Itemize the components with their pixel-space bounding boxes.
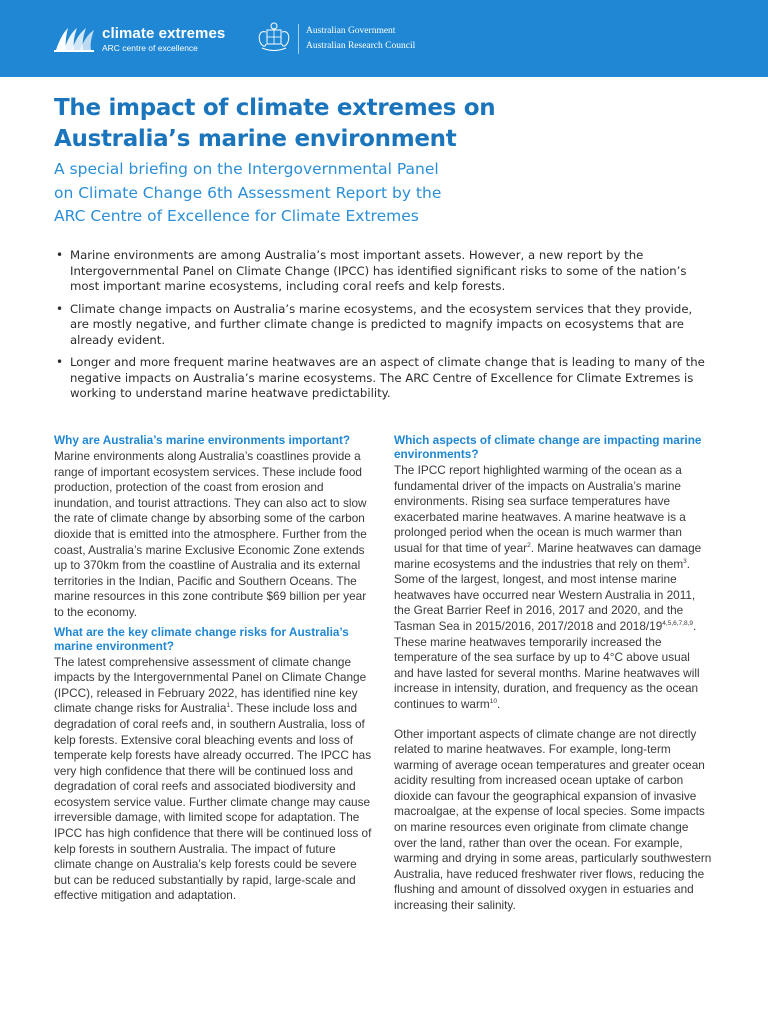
paragraph-text: . Marine heatwaves can damage marine ecosystems and the industries that rely on them xyxy=(394,540,702,571)
climate-extremes-logo[interactable] xyxy=(54,22,234,58)
paragraph-text: . These include loss and degradation of coral reefs and, in southern Australia, loss of kelp forests. Extensive coral bleaching events and loss of temperate kelp forests have already occurred. The IPCC has very high confidence that there will be continued loss and degradation of coral reefs and associated biodiversity and ecosystem service value. Further climate change may cause irreversible damage, with limited scope for adaptation. The IPCC has high confidence that there will be continued loss of kelp forests in southern Australia. The impact of future climate change on Australia’s kelp forests could be severe but can be reduced substantially by rapid, large-scale and effective mitigation and adaptation. xyxy=(54,701,372,903)
section-paragraph xyxy=(54,655,372,905)
coat-of-arms-icon xyxy=(254,20,294,56)
key-points-list xyxy=(54,248,714,409)
paragraph-text: . xyxy=(496,696,501,711)
footnote-ref[interactable]: 4,5,6,7,8,9 xyxy=(662,620,694,628)
right-column xyxy=(394,433,712,918)
paragraph-text: The latest comprehensive assessment of climate change impacts by the Intergovernmental Panel on Climate Change (IPCC), released in February 2022, has identified nine key climate change risks for Australia xyxy=(54,654,367,716)
bullet-icon: • xyxy=(56,301,64,316)
header-banner xyxy=(0,0,768,77)
footnote-ref[interactable]: 10 xyxy=(489,697,497,705)
wave-logo-icon xyxy=(54,24,96,54)
key-point-text: Marine environments are among Australia’s most important assets. However, a new report by the Intergovernmental Panel on Climate Change (IPCC) has identified significant risks to some of the nation’s most important marine ecosystems, including coral reefs and kelp forests. xyxy=(70,248,687,293)
footnote-ref[interactable]: 2 xyxy=(527,542,531,550)
australian-government-logo[interactable] xyxy=(254,20,424,60)
logo-subtitle: ARC centre of excellence xyxy=(102,43,198,53)
page-title xyxy=(54,93,734,155)
gov-name: Australian Government xyxy=(306,26,396,36)
section-paragraph: Marine environments along Australia’s coastlines provide a range of important ecosystem services. These include food production, protection of the coast from erosion and inundation, and tourist attractions. They can also act to slow the rate of climate change by absorbing some of the carbon dioxide that is emitted into the atmosphere. Further from the coast, Australia’s marine Exclusive Economic Zone extends up to 370km from the coastline of Australia and its external territories in the Indian, Pacific and Southern Oceans. The marine resources in this zone contribute $69 billion per year to the economy. xyxy=(54,449,367,619)
subtitle-line-3: ARC Centre of Excellence for Climate Extremes xyxy=(54,207,419,225)
paragraph-text: The IPCC report highlighted warming of the ocean as a fundamental driver of the impacts on Australia’s marine environments. Rising sea surface temperatures have exacerbated marine heatwaves. A marine heatwave is a prolonged period when the ocean is much warmer than usual for that time of year xyxy=(394,463,686,555)
title-line-1: The impact of climate extremes on xyxy=(54,95,496,121)
section-heading: What are the key climate change risks for Australia’s marine environment? xyxy=(54,624,349,653)
footnote-ref[interactable]: 3 xyxy=(683,557,687,565)
left-column xyxy=(54,433,372,908)
key-point xyxy=(54,355,714,402)
bullet-icon: • xyxy=(56,355,64,369)
key-point xyxy=(54,248,714,295)
footnote-ref[interactable]: 1 xyxy=(226,702,231,710)
paragraph-text: . These marine heatwaves temporarily increased the temperature of the sea surface by up to 4°C above usual and have lasted for several months. Marine heatwaves will increase in intensity, duration, and frequency as the ocean continues to warm xyxy=(394,618,700,711)
key-point xyxy=(54,302,714,349)
page-subtitle xyxy=(54,158,714,229)
section-paragraph: Other important aspects of climate change are not directly related to marine heatwaves. For example, long-term warming of average ocean temperatures and greater ocean acidity resulting from increased ocean uptake of carbon dioxide can favour the geographical expansion of invasive macroalgae, at the expense of local species. Some impacts on marine resources even originate from climate change over the land, rather than over the ocean. For example, warming and drying in some areas, particularly southwestern Australia, have reduced freshwater river flows, reducing the flushing and amount of dissolved oxygen in estuaries and increasing their salinity. xyxy=(394,726,712,913)
section-heading: Which aspects of climate change are impacting marine environments? xyxy=(394,433,702,461)
subtitle-line-1: A special briefing on the Intergovernmental Panel xyxy=(54,160,439,178)
bullet-icon: • xyxy=(56,248,64,262)
logo-divider xyxy=(298,24,299,54)
section-paragraph xyxy=(394,463,712,713)
key-point-text: Longer and more frequent marine heatwaves are an aspect of climate change that is leading to many of the negative impacts on Australia’s marine ecosystems. The ARC Centre of Excellence for Climate Extremes is working to understand marine heatwave predictability. xyxy=(70,355,705,400)
paragraph-text: . Some of the largest, longest, and most intense marine heatwaves have occurred near Western Australia in 2011, the Great Barrier Reef in 2016, 2017 and 2020, and the Tasman Sea in 2015/2016, 2017/2018 and 2018/19 xyxy=(394,556,696,633)
logo-name: climate extremes xyxy=(102,25,226,42)
title-line-2: Australia’s marine environment xyxy=(54,126,457,152)
council-name: Australian Research Council xyxy=(306,41,416,51)
subtitle-line-2: on Climate Change 6th Assessment Report by the xyxy=(54,183,442,202)
key-point-text: Climate change impacts on Australia’s marine ecosystems, and the ecosystem services that they provide, are mostly negative, and further climate change is predicted to magnify impacts on ecosystems that are already evident. xyxy=(70,301,693,347)
section-heading: Why are Australia’s marine environments important? xyxy=(54,433,351,447)
